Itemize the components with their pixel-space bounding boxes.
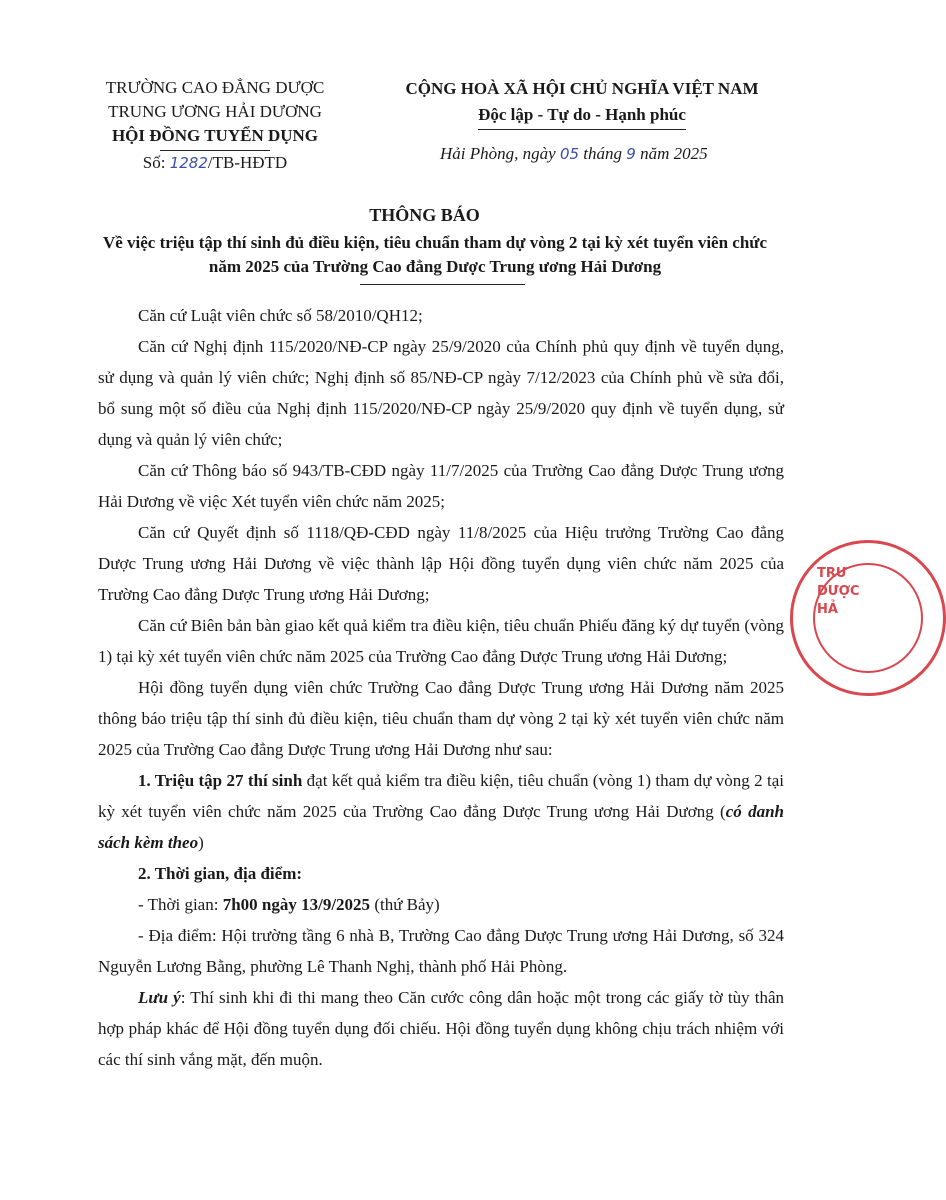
date-prefix: Hải Phòng, ngày [440,144,560,163]
paragraph-note [98,982,784,1075]
paragraph-time [98,889,784,920]
paragraph-legal-basis-5: Căn cứ Biên bản bàn giao kết quả kiểm tra điều kiện, tiêu chuẩn Phiếu đăng ký dự tuyển (vòng 1) tại kỳ xét tuyển viên chức năm 2025 của Trường Cao đẳng Dược Trung ương Hải Dương; [98,616,784,666]
paragraph-item-1 [98,765,784,858]
time-suffix: (thứ Bảy) [370,895,440,914]
paragraph-legal-basis-4: Căn cứ Quyết định số 1118/QĐ-CĐD ngày 11/8/2025 của Hiệu trưởng Trường Cao đẳng Dược Trung ương Hải Dương về việc thành lập Hội đồng tuyển dụng viên chức năm 2025 của Trường Cao đẳng Dược Trung ương Hải Dương; [98,523,784,604]
item-1-text: đạt kết quả kiểm tra điều kiện, tiêu chuẩn (vòng 1) tham dự vòng 2 tại kỳ xét tuyển viên chức năm 2025 của Trường Cao đẳng Dược Trung ương Hải Dương ( [98,771,784,821]
time-prefix: - Thời gian: [138,895,223,914]
seal-text-2: DƯỢC [817,584,860,599]
paragraph-location: - Địa điểm: Hội trường tầng 6 nhà B, Trường Cao đẳng Dược Trung ương Hải Dương, số 324 Nguyễn Lương Bằng, phường Lê Thanh Nghị, thành phố Hải Phòng. [98,926,784,976]
national-header [382,76,782,130]
note-text: : Thí sinh khi đi thi mang theo Căn cước công dân hoặc một trong các giấy tờ tùy thân hợp pháp khác để Hội đồng tuyển dụng đối chiếu. Hội đồng tuyển dụng không chịu trách nhiệm với các thí sinh vắng mặt, đến muộn. [98,988,784,1069]
national-title: CỘNG HOÀ XÃ HỘI CHỦ NGHĨA VIỆT NAM [405,79,759,98]
issuer-council: HỘI ĐỒNG TUYỂN DỤNG [111,126,319,145]
issuer-line-1: TRƯỜNG CAO ĐẲNG DƯỢC [105,78,325,97]
document-number-prefix: Số: [142,153,170,172]
seal-text-1: TRƯ [817,566,847,581]
seal-text [817,565,860,619]
official-seal [790,540,946,696]
item-1-heading: 1. Triệu tập 27 thí sinh [138,771,303,790]
paragraph-item-2-heading: 2. Thời gian, địa điểm: [138,864,303,883]
national-motto: Độc lập - Tự do - Hạnh phúc [478,102,686,130]
paragraph-legal-basis-2: Căn cứ Nghị định 115/2020/NĐ-CP ngày 25/9/2020 của Chính phủ quy định về tuyển dụng, sử dụng và quản lý viên chức; Nghị định số 85/NĐ-CP ngày 7/12/2023 của Chính phủ về sửa đổi, bổ sung một số điều của Nghị định 115/2020/NĐ-CP ngày 25/9/2020 quy định về tuyển dụng, sử dụng và quản lý viên chức; [98,337,784,449]
document-title: THÔNG BÁO [369,205,480,225]
date-mid: tháng [579,144,627,163]
issue-date [440,144,760,164]
date-suffix: năm 2025 [635,144,708,163]
paragraph-announcement: Hội đồng tuyển dụng viên chức Trường Cao đẳng Dược Trung ương Hải Dương năm 2025 thông báo triệu tập thí sinh đủ điều kiện, tiêu chuẩn tham dự vòng 2 tại kỳ xét tuyển viên chức năm 2025 của Trường Cao đẳng Dược Trung ương Hải Dương như sau: [98,678,784,759]
document-number-handwritten: 1282 [169,154,208,172]
seal-text-3: HẢ [817,602,838,617]
paragraph-legal-basis-1: Căn cứ Luật viên chức số 58/2010/QH12; [138,306,423,325]
time-value: 7h00 ngày 13/9/2025 [222,895,371,914]
issuer-block [95,76,335,175]
document-body [98,300,784,1075]
document-number [95,151,335,175]
document-number-suffix: /TB-HĐTD [207,153,288,172]
date-month: 9 [626,145,636,163]
item-1-attachment-note: có danh sách kèm theo [98,802,784,852]
document-subtitle: Về việc triệu tập thí sinh đủ điều kiện, tiêu chuẩn tham dự vòng 2 tại kỳ xét tuyển viên chức năm 2025 của Trường Cao đẳng Dược Trung ương Hải Dương [102,233,768,276]
date-day: 05 [559,145,580,163]
subtitle-underline [360,284,525,285]
item-1-close: ) [198,833,204,852]
issuer-line-2: TRUNG ƯƠNG HẢI DƯƠNG [108,102,322,121]
paragraph-legal-basis-3: Căn cứ Thông báo số 943/TB-CĐD ngày 11/7/2025 của Trường Cao đẳng Dược Trung ương Hải Dương về việc Xét tuyển viên chức năm 2025; [98,461,784,511]
note-label: Lưu ý [138,988,181,1007]
